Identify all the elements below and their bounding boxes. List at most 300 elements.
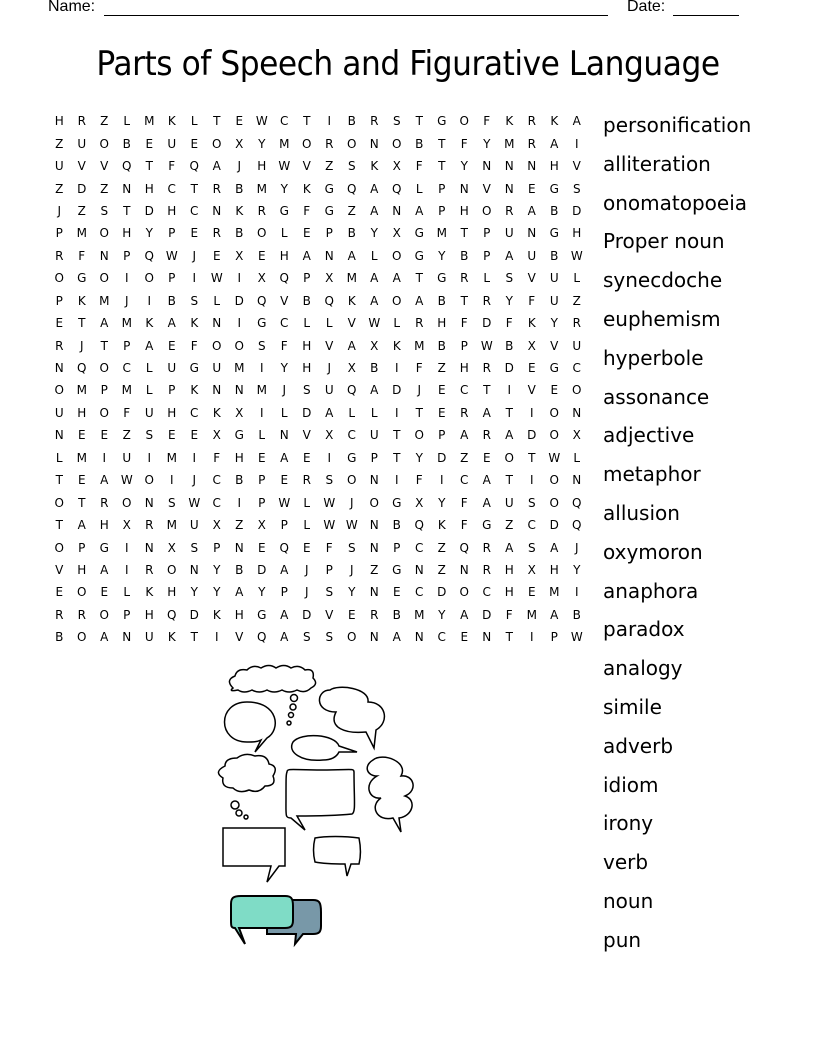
- grid-letter: P: [168, 271, 176, 286]
- grid-letter: A: [415, 203, 424, 218]
- grid-letter: M: [166, 450, 177, 465]
- grid-letter: V: [482, 181, 491, 196]
- grid-letter: Q: [279, 271, 289, 286]
- grid-letter: E: [257, 450, 266, 465]
- grid-letter: E: [280, 473, 289, 488]
- grid-letter: I: [327, 114, 332, 129]
- grid-letter: I: [529, 473, 534, 488]
- grid-letter: Q: [347, 181, 357, 196]
- grid-letter: Y: [348, 585, 356, 600]
- grid-letter: K: [347, 293, 356, 308]
- grid-letter: E: [482, 450, 491, 465]
- grid-letter: Y: [258, 585, 266, 600]
- grid-letter: E: [550, 383, 559, 398]
- grid-letter: W: [480, 338, 493, 353]
- grid-letter: A: [370, 383, 379, 398]
- grid-letter: A: [550, 607, 559, 622]
- grid-letter: O: [347, 473, 357, 488]
- grid-letter: A: [550, 136, 559, 151]
- small-rect-bubble-icon: [314, 837, 361, 877]
- grid-letter: O: [122, 495, 132, 510]
- grid-letter: O: [572, 383, 582, 398]
- grid-letter: X: [527, 338, 536, 353]
- grid-letter: O: [459, 114, 469, 129]
- word-list-item: irony: [603, 811, 654, 836]
- rounded-rect-bubble-icon: [286, 770, 355, 831]
- grid-letter: D: [504, 361, 514, 376]
- grid-letter: Y: [280, 361, 288, 376]
- grid-letter: G: [324, 203, 334, 218]
- grid-letter: W: [278, 159, 291, 174]
- grid-letter: J: [349, 562, 354, 577]
- grid-letter: K: [212, 607, 221, 622]
- grid-letter: Y: [145, 226, 153, 241]
- grid-letter: O: [99, 405, 109, 420]
- grid-letter: T: [55, 518, 63, 533]
- grid-letter: M: [144, 114, 155, 129]
- grid-letter: Y: [190, 585, 198, 600]
- grid-letter: Z: [370, 562, 379, 577]
- grid-letter: S: [505, 271, 514, 286]
- grid-letter: Q: [144, 248, 154, 263]
- grid-letter: R: [482, 293, 491, 308]
- grid-letter: Y: [258, 136, 266, 151]
- grid-letter: J: [192, 473, 197, 488]
- grid-letter: R: [370, 607, 379, 622]
- grid-letter: B: [347, 114, 356, 129]
- grid-letter: A: [100, 630, 109, 645]
- grid-letter: A: [370, 203, 379, 218]
- grid-row: [48, 379, 588, 401]
- grid-letter: F: [460, 495, 468, 510]
- grid-letter: E: [527, 361, 536, 376]
- grid-letter: Q: [347, 383, 357, 398]
- grid-letter: U: [549, 293, 559, 308]
- grid-letter: M: [414, 338, 425, 353]
- page-title: Parts of Speech and Figurative Language: [96, 44, 720, 84]
- grid-letter: J: [574, 540, 579, 555]
- grid-letter: L: [190, 114, 198, 129]
- grid-letter: R: [257, 203, 266, 218]
- grid-letter: N: [504, 159, 514, 174]
- grid-row: [48, 312, 588, 334]
- grid-letter: N: [482, 159, 492, 174]
- grid-letter: R: [77, 114, 86, 129]
- grid-letter: V: [280, 293, 289, 308]
- grid-letter: X: [392, 159, 401, 174]
- grid-letter: A: [100, 316, 109, 331]
- grid-letter: R: [325, 136, 334, 151]
- grid-letter: V: [325, 338, 334, 353]
- grid-letter: H: [459, 203, 469, 218]
- grid-letter: E: [55, 316, 64, 331]
- word-list-item: analogy: [603, 656, 683, 681]
- pointed-bubble-icon: [292, 736, 357, 761]
- grid-letter: O: [504, 450, 514, 465]
- grid-letter: G: [392, 495, 402, 510]
- grid-letter: G: [99, 540, 109, 555]
- grid-letter: M: [256, 181, 267, 196]
- grid-letter: M: [436, 226, 447, 241]
- grid-letter: I: [507, 383, 512, 398]
- grid-letter: O: [144, 271, 154, 286]
- grid-letter: V: [550, 338, 559, 353]
- grid-row: [48, 132, 588, 154]
- grid-letter: P: [213, 540, 221, 555]
- grid-letter: U: [167, 136, 177, 151]
- grid-letter: J: [304, 585, 309, 600]
- grid-letter: R: [460, 405, 469, 420]
- grid-letter: E: [235, 114, 244, 129]
- grid-letter: R: [77, 607, 86, 622]
- grid-letter: F: [528, 293, 536, 308]
- grid-letter: T: [505, 473, 513, 488]
- grid-letter: D: [144, 203, 154, 218]
- grid-letter: F: [168, 159, 176, 174]
- grid-letter: N: [122, 630, 132, 645]
- grid-letter: Y: [370, 226, 378, 241]
- grid-letter: A: [415, 293, 424, 308]
- grid-letter: D: [482, 607, 492, 622]
- grid-letter: A: [550, 540, 559, 555]
- grid-letter: H: [459, 361, 469, 376]
- grid-letter: Y: [280, 181, 288, 196]
- grid-letter: F: [303, 203, 311, 218]
- word-list-item: assonance: [603, 384, 710, 409]
- grid-letter: O: [302, 136, 312, 151]
- grid-letter: Q: [257, 293, 267, 308]
- grid-letter: E: [257, 540, 266, 555]
- grid-letter: M: [121, 383, 132, 398]
- grid-letter: G: [257, 607, 267, 622]
- grid-letter: P: [550, 630, 558, 645]
- grid-row: [48, 581, 588, 603]
- grid-letter: T: [190, 630, 198, 645]
- grid-letter: S: [145, 428, 154, 443]
- grid-letter: P: [393, 540, 401, 555]
- grid-letter: A: [280, 450, 289, 465]
- grid-letter: U: [504, 495, 514, 510]
- grid-letter: K: [167, 114, 176, 129]
- grid-letter: N: [414, 562, 424, 577]
- grid-letter: D: [257, 562, 267, 577]
- grid-letter: N: [392, 203, 402, 218]
- grid-letter: R: [212, 226, 221, 241]
- grid-letter: P: [483, 248, 491, 263]
- rectangle-bubble-icon: [223, 828, 285, 882]
- grid-letter: N: [212, 203, 222, 218]
- grid-letter: X: [347, 361, 356, 376]
- grid-letter: U: [189, 518, 199, 533]
- grid-letter: M: [549, 585, 560, 600]
- grid-row: [48, 222, 588, 244]
- grid-letter: F: [190, 338, 198, 353]
- speech-bubbles-illustration: [205, 660, 435, 960]
- grid-letter: F: [123, 405, 131, 420]
- grid-letter: N: [459, 562, 469, 577]
- word-list-item: euphemism: [603, 306, 721, 331]
- grid-letter: U: [144, 405, 154, 420]
- grid-letter: A: [392, 630, 401, 645]
- grid-letter: M: [256, 383, 267, 398]
- grid-letter: O: [54, 271, 64, 286]
- grid-letter: N: [504, 181, 514, 196]
- grid-letter: D: [482, 316, 492, 331]
- grid-letter: S: [167, 495, 176, 510]
- grid-letter: U: [212, 361, 222, 376]
- grid-letter: R: [55, 607, 64, 622]
- grid-letter: E: [190, 428, 199, 443]
- word-list-item: paradox: [603, 617, 685, 642]
- name-field[interactable]: [104, 15, 608, 16]
- grid-letter: T: [393, 450, 401, 465]
- grid-letter: H: [144, 607, 154, 622]
- grid-letter: X: [235, 136, 244, 151]
- grid-letter: D: [437, 585, 447, 600]
- grid-letter: W: [165, 248, 178, 263]
- grid-letter: O: [414, 428, 424, 443]
- grid-letter: U: [144, 630, 154, 645]
- grid-letter: N: [369, 585, 379, 600]
- grid-letter: A: [460, 428, 469, 443]
- grid-letter: B: [122, 136, 131, 151]
- grid-letter: H: [167, 405, 177, 420]
- grid-letter: P: [280, 585, 288, 600]
- grid-letter: Z: [55, 136, 64, 151]
- grid-letter: T: [190, 181, 198, 196]
- grid-letter: R: [482, 361, 491, 376]
- grid-letter: Q: [392, 181, 402, 196]
- grid-letter: R: [527, 114, 536, 129]
- grid-letter: B: [347, 226, 356, 241]
- grid-letter: V: [572, 159, 581, 174]
- grid-letter: N: [324, 248, 334, 263]
- grid-letter: W: [278, 495, 291, 510]
- grid-letter: P: [370, 450, 378, 465]
- grid-letter: A: [370, 181, 379, 196]
- grid-row: [48, 604, 588, 626]
- word-list-item: personification: [603, 113, 752, 137]
- grid-letter: L: [415, 181, 423, 196]
- word-list-item: noun: [603, 888, 654, 913]
- grid-letter: G: [257, 316, 267, 331]
- grid-letter: G: [392, 562, 402, 577]
- grid-letter: N: [527, 226, 537, 241]
- grid-letter: P: [460, 338, 468, 353]
- grid-letter: N: [414, 630, 424, 645]
- grid-letter: F: [325, 540, 333, 555]
- grid-letter: A: [145, 338, 154, 353]
- grid-letter: X: [167, 540, 176, 555]
- grid-letter: C: [415, 585, 424, 600]
- grid-letter: W: [345, 518, 358, 533]
- cloud-stack-bubble-icon: [367, 757, 413, 832]
- grid-letter: T: [78, 495, 86, 510]
- grid-letter: U: [54, 159, 64, 174]
- grid-letter: Z: [437, 361, 446, 376]
- grid-letter: A: [505, 428, 514, 443]
- grid-letter: H: [302, 361, 312, 376]
- grid-letter: U: [504, 226, 514, 241]
- grid-letter: G: [414, 248, 424, 263]
- grid-letter: O: [54, 495, 64, 510]
- grid-letter: O: [144, 473, 154, 488]
- grid-letter: P: [55, 293, 63, 308]
- grid-row: [48, 491, 588, 513]
- grid-row: [48, 559, 588, 581]
- grid-letter: T: [460, 226, 468, 241]
- grid-letter: A: [280, 562, 289, 577]
- grid-letter: R: [55, 338, 64, 353]
- grid-letter: V: [302, 159, 311, 174]
- grid-letter: L: [145, 383, 153, 398]
- grid-letter: P: [123, 338, 131, 353]
- grid-letter: U: [369, 428, 379, 443]
- grid-letter: B: [392, 607, 401, 622]
- grid-letter: B: [235, 473, 244, 488]
- grid-letter: O: [347, 630, 357, 645]
- grid-letter: P: [325, 226, 333, 241]
- grid-letter: Y: [573, 562, 581, 577]
- grid-letter: M: [279, 136, 290, 151]
- grid-letter: X: [235, 248, 244, 263]
- grid-letter: V: [302, 428, 311, 443]
- grid-letter: Y: [415, 450, 423, 465]
- grid-letter: T: [415, 405, 423, 420]
- grid-letter: J: [282, 383, 287, 398]
- grid-letter: W: [368, 316, 381, 331]
- oval-bubble-icon: [225, 702, 276, 752]
- grid-letter: S: [302, 383, 311, 398]
- grid-letter: G: [437, 114, 447, 129]
- grid-letter: E: [190, 136, 199, 151]
- grid-letter: O: [459, 585, 469, 600]
- grid-letter: C: [190, 203, 199, 218]
- grid-letter: H: [77, 562, 87, 577]
- grid-letter: H: [279, 248, 289, 263]
- grid-letter: S: [527, 540, 536, 555]
- grid-letter: G: [414, 226, 424, 241]
- grid-letter: S: [325, 630, 334, 645]
- grid-letter: I: [327, 450, 332, 465]
- grid-row: [48, 200, 588, 222]
- grid-letter: M: [76, 226, 87, 241]
- grid-letter: B: [437, 293, 446, 308]
- grid-letter: N: [572, 473, 582, 488]
- grid-row: [48, 245, 588, 267]
- grid-letter: B: [572, 607, 581, 622]
- grid-letter: H: [572, 226, 582, 241]
- grid-letter: E: [145, 136, 154, 151]
- grid-letter: W: [548, 450, 561, 465]
- grid-letter: Q: [257, 630, 267, 645]
- grid-letter: R: [460, 271, 469, 286]
- grid-letter: M: [414, 607, 425, 622]
- grid-letter: S: [325, 585, 334, 600]
- date-field[interactable]: [673, 15, 739, 16]
- word-list-item: synecdoche: [603, 268, 723, 293]
- grid-letter: H: [144, 181, 154, 196]
- grid-letter: L: [393, 316, 401, 331]
- grid-letter: E: [55, 585, 64, 600]
- grid-letter: O: [392, 136, 402, 151]
- grid-letter: L: [145, 361, 153, 376]
- grid-letter: T: [505, 405, 513, 420]
- grid-letter: A: [77, 518, 86, 533]
- grid-letter: E: [302, 226, 311, 241]
- grid-letter: K: [392, 338, 401, 353]
- grid-letter: Y: [438, 607, 446, 622]
- grid-letter: O: [77, 630, 87, 645]
- grid-row: [48, 357, 588, 379]
- grid-letter: O: [167, 562, 177, 577]
- grid-letter: E: [460, 630, 469, 645]
- grid-letter: T: [528, 450, 536, 465]
- grid-letter: Z: [77, 203, 86, 218]
- grid-letter: U: [324, 383, 334, 398]
- grid-letter: K: [77, 293, 86, 308]
- grid-letter: I: [574, 136, 579, 151]
- grid-letter: D: [392, 383, 402, 398]
- grid-letter: W: [323, 518, 336, 533]
- grid-letter: X: [527, 562, 536, 577]
- grid-letter: W: [188, 495, 201, 510]
- word-list-item: pun: [603, 927, 642, 952]
- grid-letter: D: [302, 607, 312, 622]
- grid-letter: G: [549, 181, 559, 196]
- grid-letter: H: [77, 405, 87, 420]
- grid-letter: Y: [438, 248, 446, 263]
- grid-letter: L: [280, 405, 288, 420]
- grid-letter: C: [212, 495, 221, 510]
- grid-letter: N: [279, 428, 289, 443]
- grid-letter: B: [460, 248, 469, 263]
- grid-letter: X: [325, 428, 334, 443]
- grid-letter: X: [212, 518, 221, 533]
- grid-row: [48, 334, 588, 356]
- grid-letter: A: [280, 607, 289, 622]
- grid-letter: C: [167, 181, 176, 196]
- grid-letter: A: [347, 248, 356, 263]
- grid-letter: I: [192, 271, 197, 286]
- grid-letter: K: [370, 159, 379, 174]
- grid-letter: I: [237, 495, 242, 510]
- grid-letter: K: [212, 405, 221, 420]
- grid-letter: T: [78, 316, 86, 331]
- grid-letter: A: [325, 405, 334, 420]
- grid-letter: Z: [325, 159, 334, 174]
- grid-letter: V: [325, 607, 334, 622]
- grid-letter: I: [394, 361, 399, 376]
- grid-letter: T: [123, 203, 131, 218]
- word-list-item: verb: [603, 850, 649, 875]
- grid-letter: V: [347, 316, 356, 331]
- grid-letter: V: [55, 562, 64, 577]
- grid-letter: W: [255, 114, 268, 129]
- grid-letter: O: [212, 136, 222, 151]
- grid-letter: L: [303, 518, 311, 533]
- word-list-item: metaphor: [603, 462, 701, 487]
- grid-letter: R: [145, 562, 154, 577]
- grid-letter: D: [189, 607, 199, 622]
- grid-letter: B: [167, 293, 176, 308]
- grid-letter: V: [100, 159, 109, 174]
- grid-letter: F: [505, 316, 513, 331]
- grid-letter: F: [213, 450, 221, 465]
- grid-letter: S: [392, 114, 401, 129]
- grid-letter: A: [505, 540, 514, 555]
- grid-letter: I: [394, 405, 399, 420]
